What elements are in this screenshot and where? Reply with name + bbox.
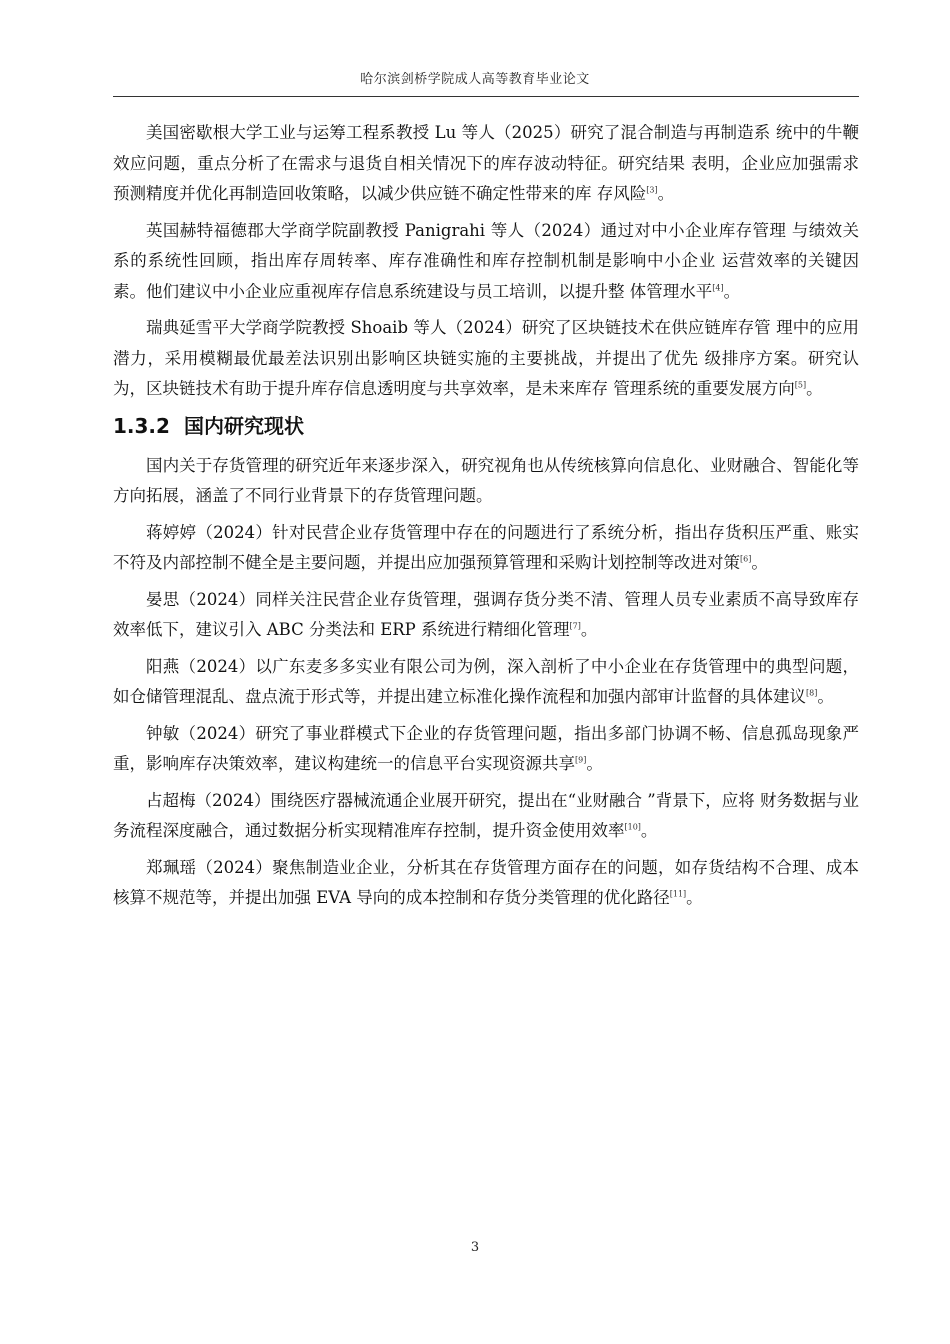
citation-ref: [11] bbox=[669, 889, 687, 899]
paragraph-text: 蒋婷婷（2024）针对民营企业存货管理中存在的问题进行了系统分析，指出存货积压严重、账实不符及内部控制不健全是主要问题，并提出应加强预算管理和采购计划控制等改进对策 bbox=[113, 522, 859, 572]
citation-ref: [7] bbox=[569, 621, 581, 631]
citation-ref: [10] bbox=[624, 822, 641, 832]
paragraph-end: 。 bbox=[686, 888, 703, 907]
paragraph-yan bbox=[113, 585, 859, 646]
paragraph-text: 国内关于存货管理的研究近年来逐步深入，研究视角也从传统核算向信息化、业财融合、智能化等方向拓展，涵盖了不同行业背景下的存货管理问题。 bbox=[113, 455, 859, 505]
paragraph-end: 。 bbox=[657, 184, 675, 203]
paragraph-zhong bbox=[113, 719, 859, 780]
paragraph-end: 。 bbox=[586, 754, 603, 773]
paragraph-end: 。 bbox=[817, 687, 834, 706]
paragraph-text: 晏思（2024）同样关注民营企业存货管理，强调存货分类不清、管理人员专业素质不高导致库存效率低下，建议引入 ABC 分类法和 ERP 系统进行精细化管理 bbox=[113, 589, 859, 639]
section-heading bbox=[113, 411, 859, 441]
paragraph-end: 。 bbox=[806, 379, 823, 398]
paragraph-lu bbox=[113, 118, 859, 210]
paragraph-text: 阳燕（2024）以广东麦多多实业有限公司为例，深入剖析了中小企业在存货管理中的典型问题，如仓储管理混乱、盘点流于形式等，并提出建立标准化操作流程和加强内部审计监督的具体建议 bbox=[113, 656, 859, 706]
paragraph-end: 。 bbox=[580, 620, 598, 639]
page-header: 哈尔滨剑桥学院成人高等教育毕业论文 bbox=[360, 72, 590, 87]
paragraph-text: 美国密歇根大学工业与运筹工程系教授 Lu 等人（2025）研究了混合制造与再制造系 统中的牛鞭效应问题，重点分析了在需求与退货自相关情况下的库存波动特征。研究结果 表明，企业应加强需求预测精度并优化再制造回收策略，以减少供应链不确定性带来的库 存风险 bbox=[113, 123, 859, 203]
page-number: 3 bbox=[470, 1240, 480, 1255]
paragraph-yang bbox=[113, 652, 859, 713]
paragraph-domestic-intro bbox=[113, 451, 859, 512]
page-body bbox=[113, 118, 859, 920]
header-rule bbox=[113, 96, 859, 97]
paragraph-text: 英国赫特福德郡大学商学院副教授 Panigrahi 等人（2024）通过对中小企业库存管理 与绩效关系的系统性回顾，指出库存周转率、库存准确性和库存控制机制是影响中小企业 运营效率的关键因素。他们建议中小企业应重视库存信息系统建设与员工培训，以提升整 体管理水平 bbox=[113, 220, 859, 301]
section-number: 1.3.2 bbox=[113, 413, 170, 438]
citation-ref: [6] bbox=[740, 554, 752, 564]
citation-ref: [8] bbox=[806, 688, 818, 698]
paragraph-end: 。 bbox=[751, 553, 768, 572]
section-title: 国内研究现状 bbox=[183, 413, 304, 438]
paragraph-end: 。 bbox=[640, 821, 658, 840]
citation-ref: [3] bbox=[646, 185, 658, 195]
paragraph-text: 钟敏（2024）研究了事业群模式下企业的存货管理问题，指出多部门协调不畅、信息孤岛现象严重，影响库存决策效率，建议构建统一的信息平台实现资源共享 bbox=[113, 723, 859, 773]
paragraph-end: 。 bbox=[723, 281, 741, 301]
paragraph-zheng bbox=[113, 853, 859, 914]
paragraph-panigrahi bbox=[113, 216, 859, 308]
paragraph-shoaib bbox=[113, 313, 859, 405]
paragraph-text: 瑞典延雪平大学商学院教授 Shoaib 等人（2024）研究了区块链技术在供应链库存管 理中的应用潜力，采用模糊最优最差法识别出影响区块链实施的主要挑战，并提出了优先 级排序方案。研究认为，区块链技术有助于提升库存信息透明度与共享效率，是未来库存 管理系统的重要发展方向 bbox=[113, 318, 859, 398]
paragraph-zhan bbox=[113, 786, 859, 847]
paragraph-jiang bbox=[113, 518, 859, 579]
citation-ref: [9] bbox=[575, 755, 587, 765]
citation-ref: [4] bbox=[712, 283, 724, 292]
citation-ref: [5] bbox=[794, 380, 807, 390]
paragraph-text: 占超梅（2024）围绕医疗器械流通企业展开研究，提出在“业财融合 ”背景下，应将 财务数据与业务流程深度融合，通过数据分析实现精准库存控制，提升资金使用效率 bbox=[113, 790, 859, 840]
paragraph-text: 郑珮瑶（2024）聚焦制造业企业，分析其在存货管理方面存在的问题，如存货结构不合理、成本核算不规范等，并提出加强 EVA 导向的成本控制和存货分类管理的优化路径 bbox=[113, 857, 859, 907]
